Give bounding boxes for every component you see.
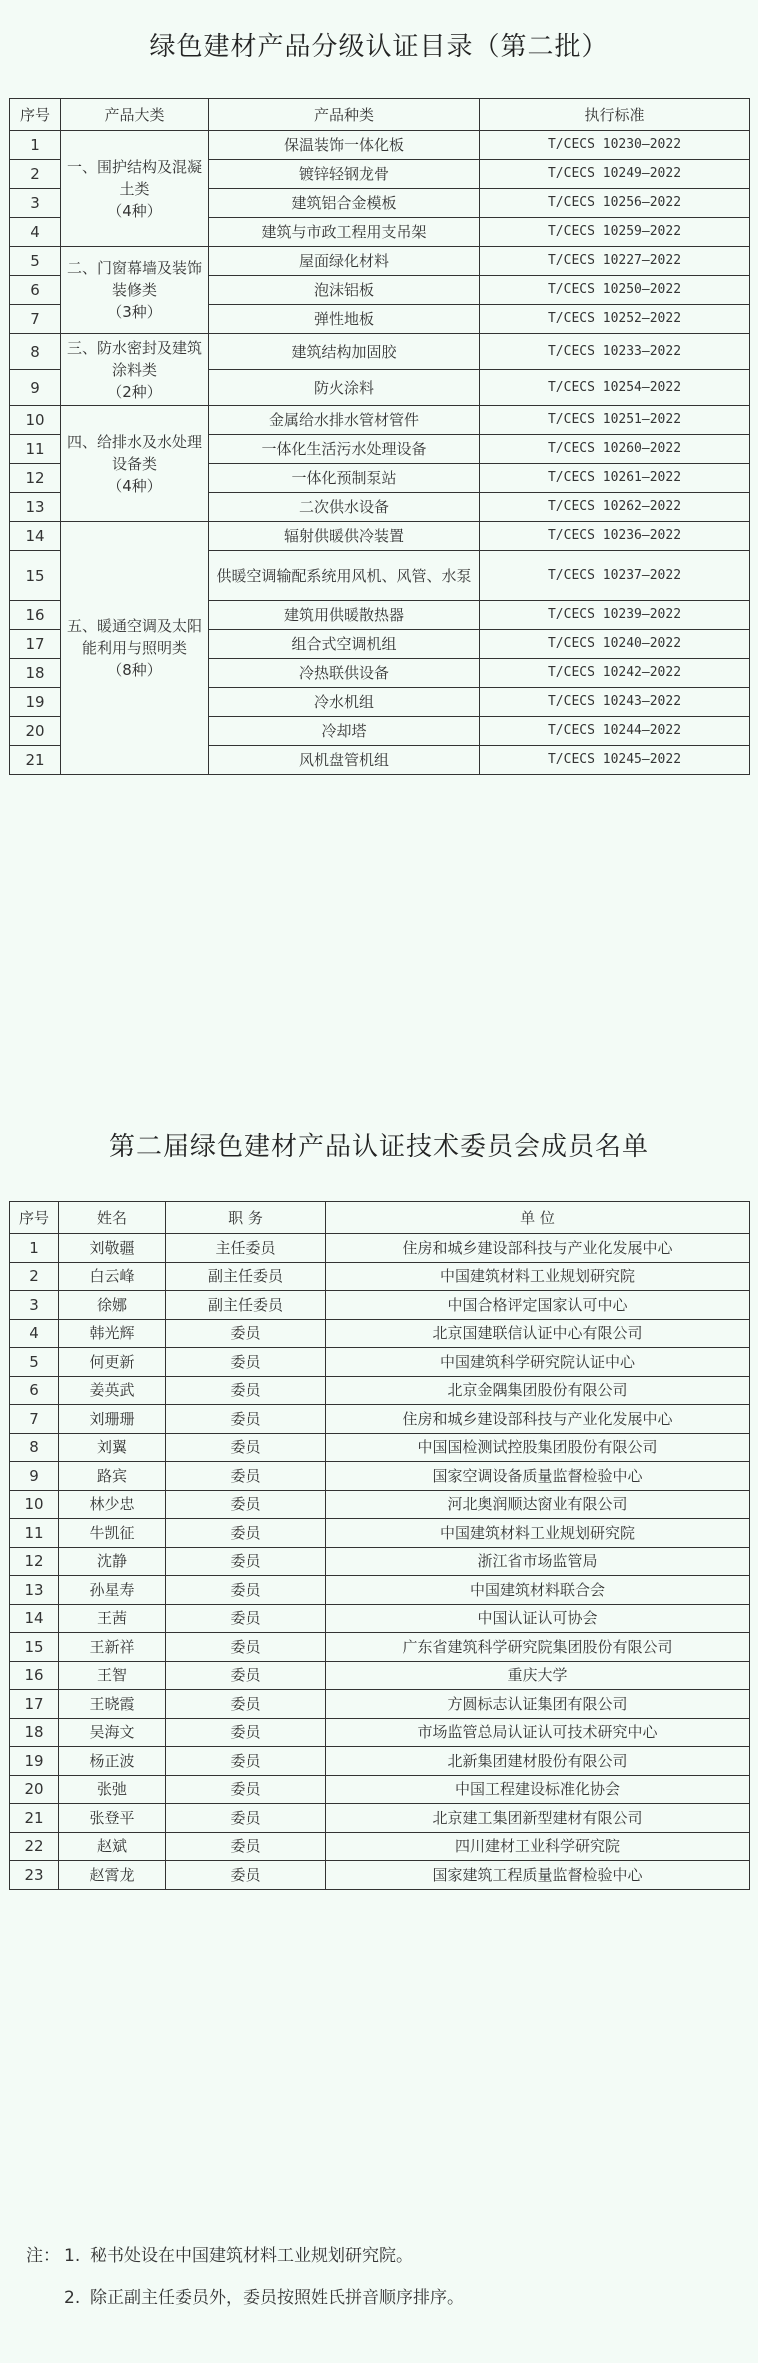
table-row: [10, 522, 750, 551]
col-header-category: 产品大类: [61, 99, 209, 131]
col-header-no: 序号: [10, 99, 61, 131]
row-no: 2: [10, 160, 61, 189]
member-role: 委员: [166, 1547, 326, 1576]
category-count: （4种）: [107, 476, 162, 495]
product-cell: 建筑与市政工程用支吊架: [209, 218, 480, 247]
member-role: 委员: [166, 1633, 326, 1662]
member-name: 刘珊珊: [59, 1405, 166, 1434]
member-org: 住房和城乡建设部科技与产业化发展中心: [326, 1234, 750, 1263]
member-name: 杨正波: [59, 1747, 166, 1776]
row-no: 11: [10, 1519, 59, 1548]
standard-cell: T/CECS 10236—2022: [480, 522, 750, 551]
member-role: 委员: [166, 1519, 326, 1548]
row-no: 6: [10, 1376, 59, 1405]
category-cell: [61, 522, 209, 775]
note-text: 秘书处设在中国建筑材料工业规划研究院。: [90, 2246, 413, 2266]
row-no: 2: [10, 1262, 59, 1291]
col-header-product: 产品种类: [209, 99, 480, 131]
table-row: [10, 1832, 750, 1861]
member-role: 委员: [166, 1405, 326, 1434]
category-count: （4种）: [107, 201, 162, 220]
standard-cell: T/CECS 10256—2022: [480, 189, 750, 218]
member-org: 北京金隅集团股份有限公司: [326, 1376, 750, 1405]
member-role: 委员: [166, 1433, 326, 1462]
note-number: 2.: [64, 2288, 81, 2308]
row-no: 19: [10, 1747, 59, 1776]
member-name: 何更新: [59, 1348, 166, 1377]
member-name: 沈静: [59, 1547, 166, 1576]
catalog-header-row: [10, 99, 750, 131]
member-name: 赵霄龙: [59, 1861, 166, 1890]
member-role: 委员: [166, 1376, 326, 1405]
member-org: 中国国检测试控股集团股份有限公司: [326, 1433, 750, 1462]
member-role: 委员: [166, 1576, 326, 1605]
member-role: 委员: [166, 1348, 326, 1377]
member-name: 刘敬疆: [59, 1234, 166, 1263]
member-name: 姜英武: [59, 1376, 166, 1405]
row-no: 3: [10, 1291, 59, 1320]
member-role: 副主任委员: [166, 1291, 326, 1320]
table-row: [10, 1690, 750, 1719]
member-org: 中国工程建设标准化协会: [326, 1775, 750, 1804]
row-no: 17: [10, 630, 61, 659]
row-no: 18: [10, 659, 61, 688]
product-cell: 一体化预制泵站: [209, 464, 480, 493]
row-no: 9: [10, 370, 61, 406]
standard-cell: T/CECS 10252—2022: [480, 305, 750, 334]
member-name: 孙星寿: [59, 1576, 166, 1605]
row-no: 13: [10, 493, 61, 522]
table-row: [10, 1519, 750, 1548]
row-no: 3: [10, 189, 61, 218]
member-name: 路宾: [59, 1462, 166, 1491]
table-row: [10, 1547, 750, 1576]
member-role: 委员: [166, 1861, 326, 1890]
table-row: [10, 334, 750, 370]
standard-cell: T/CECS 10237—2022: [480, 551, 750, 601]
category-cell: [61, 406, 209, 522]
col-header-org: 单 位: [326, 1202, 750, 1234]
table-row: [10, 1234, 750, 1263]
table-row: [10, 1291, 750, 1320]
product-cell: 保温装饰一体化板: [209, 131, 480, 160]
standard-cell: T/CECS 10244—2022: [480, 717, 750, 746]
row-no: 14: [10, 1604, 59, 1633]
table-row: [10, 131, 750, 160]
standard-cell: T/CECS 10250—2022: [480, 276, 750, 305]
member-org: 重庆大学: [326, 1661, 750, 1690]
row-no: 21: [10, 746, 61, 775]
row-no: 21: [10, 1804, 59, 1833]
row-no: 6: [10, 276, 61, 305]
category-count: （3种）: [107, 303, 162, 321]
standard-cell: T/CECS 10240—2022: [480, 630, 750, 659]
member-org: 住房和城乡建设部科技与产业化发展中心: [326, 1405, 750, 1434]
row-no: 10: [10, 406, 61, 435]
product-cell: 风机盘管机组: [209, 746, 480, 775]
table-row: [10, 1405, 750, 1434]
committee-table: [9, 1201, 750, 1890]
note-text: 除正副主任委员外，委员按照姓氏拼音顺序排序。: [90, 2288, 464, 2308]
member-org: 北新集团建材股份有限公司: [326, 1747, 750, 1776]
row-no: 23: [10, 1861, 59, 1890]
product-cell: 建筑铝合金模板: [209, 189, 480, 218]
row-no: 4: [10, 218, 61, 247]
member-name: 赵斌: [59, 1832, 166, 1861]
standard-cell: T/CECS 10242—2022: [480, 659, 750, 688]
product-cell: 建筑用供暖散热器: [209, 601, 480, 630]
table-row: [10, 1804, 750, 1833]
product-cell: 供暖空调输配系统用风机、风管、水泵: [209, 551, 480, 601]
product-cell: 一体化生活污水处理设备: [209, 435, 480, 464]
category-label: 四、给排水及水处理设备类: [66, 432, 202, 473]
member-role: 委员: [166, 1832, 326, 1861]
standard-cell: T/CECS 10251—2022: [480, 406, 750, 435]
member-role: 委员: [166, 1490, 326, 1519]
table-row: [10, 1576, 750, 1605]
member-role: 委员: [166, 1462, 326, 1491]
row-no: 7: [10, 1405, 59, 1434]
product-cell: 冷水机组: [209, 688, 480, 717]
product-cell: 建筑结构加固胶: [209, 334, 480, 370]
table-row: [10, 1262, 750, 1291]
standard-cell: T/CECS 10239—2022: [480, 601, 750, 630]
table-row: [10, 247, 750, 276]
member-name: 牛凯征: [59, 1519, 166, 1548]
product-cell: 组合式空调机组: [209, 630, 480, 659]
table-row: [10, 406, 750, 435]
member-org: 方圆标志认证集团有限公司: [326, 1690, 750, 1719]
member-name: 王智: [59, 1661, 166, 1690]
catalog-title: 绿色建材产品分级认证目录（第二批）: [149, 32, 609, 62]
table-row: [10, 1376, 750, 1405]
member-name: 张弛: [59, 1775, 166, 1804]
note-item-2: [26, 2284, 746, 2312]
category-cell: [61, 131, 209, 247]
standard-cell: T/CECS 10245—2022: [480, 746, 750, 775]
standard-cell: T/CECS 10260—2022: [480, 435, 750, 464]
member-name: 王晓霞: [59, 1690, 166, 1719]
row-no: 8: [10, 1433, 59, 1462]
member-name: 张登平: [59, 1804, 166, 1833]
category-label: 五、暖通空调及太阳能利用与照明类: [66, 617, 202, 657]
row-no: 1: [10, 1234, 59, 1263]
standard-cell: T/CECS 10243—2022: [480, 688, 750, 717]
member-org: 广东省建筑科学研究院集团股份有限公司: [326, 1633, 750, 1662]
category-label: 二、门窗幕墙及装饰装修类: [66, 259, 202, 299]
member-role: 委员: [166, 1661, 326, 1690]
member-org: 北京建工集团新型建材有限公司: [326, 1804, 750, 1833]
member-role: 委员: [166, 1604, 326, 1633]
category-label: 三、防水密封及建筑涂料类: [66, 338, 202, 379]
catalog-table: [9, 98, 750, 775]
member-name: 刘翼: [59, 1433, 166, 1462]
product-cell: 二次供水设备: [209, 493, 480, 522]
member-name: 吴海文: [59, 1718, 166, 1747]
member-role: 副主任委员: [166, 1262, 326, 1291]
row-no: 5: [10, 247, 61, 276]
row-no: 20: [10, 1775, 59, 1804]
note-number: 1.: [64, 2246, 81, 2266]
row-no: 15: [10, 1633, 59, 1662]
note-item-1: [26, 2242, 746, 2270]
member-role: 委员: [166, 1718, 326, 1747]
product-cell: 金属给水排水管材管件: [209, 406, 480, 435]
standard-cell: T/CECS 10254—2022: [480, 370, 750, 406]
row-no: 9: [10, 1462, 59, 1491]
member-name: 王茜: [59, 1604, 166, 1633]
category-count: （8种）: [107, 661, 162, 679]
member-org: 中国建筑材料工业规划研究院: [326, 1262, 750, 1291]
member-org: 中国建筑材料工业规划研究院: [326, 1519, 750, 1548]
member-role: 委员: [166, 1804, 326, 1833]
product-cell: 冷热联供设备: [209, 659, 480, 688]
standard-cell: T/CECS 10227—2022: [480, 247, 750, 276]
table-row: [10, 1433, 750, 1462]
row-no: 16: [10, 601, 61, 630]
table-row: [10, 1775, 750, 1804]
col-header-role: 职 务: [166, 1202, 326, 1234]
col-header-name: 姓名: [59, 1202, 166, 1234]
row-no: 1: [10, 131, 61, 160]
member-org: 中国合格评定国家认可中心: [326, 1291, 750, 1320]
product-cell: 辐射供暖供冷装置: [209, 522, 480, 551]
row-no: 18: [10, 1718, 59, 1747]
table-row: [10, 1348, 750, 1377]
product-cell: 泡沫铝板: [209, 276, 480, 305]
table-row: [10, 1490, 750, 1519]
row-no: 17: [10, 1690, 59, 1719]
row-no: 22: [10, 1832, 59, 1861]
table-row: [10, 1861, 750, 1890]
member-role: 主任委员: [166, 1234, 326, 1263]
col-header-standard: 执行标准: [480, 99, 750, 131]
member-name: 徐娜: [59, 1291, 166, 1320]
row-no: 11: [10, 435, 61, 464]
member-name: 白云峰: [59, 1262, 166, 1291]
product-cell: 屋面绿化材料: [209, 247, 480, 276]
table-row: [10, 1633, 750, 1662]
product-cell: 防火涂料: [209, 370, 480, 406]
row-no: 5: [10, 1348, 59, 1377]
table-row: [10, 1747, 750, 1776]
row-no: 8: [10, 334, 61, 370]
member-name: 林少忠: [59, 1490, 166, 1519]
row-no: 4: [10, 1319, 59, 1348]
row-no: 12: [10, 464, 61, 493]
row-no: 13: [10, 1576, 59, 1605]
standard-cell: T/CECS 10261—2022: [480, 464, 750, 493]
row-no: 16: [10, 1661, 59, 1690]
member-role: 委员: [166, 1319, 326, 1348]
member-org: 市场监管总局认证认可技术研究中心: [326, 1718, 750, 1747]
standard-cell: T/CECS 10262—2022: [480, 493, 750, 522]
row-no: 20: [10, 717, 61, 746]
member-org: 国家空调设备质量监督检验中心: [326, 1462, 750, 1491]
table-row: [10, 1319, 750, 1348]
member-org: 浙江省市场监管局: [326, 1547, 750, 1576]
member-role: 委员: [166, 1690, 326, 1719]
col-header-no: 序号: [10, 1202, 59, 1234]
product-cell: 镀锌轻钢龙骨: [209, 160, 480, 189]
row-no: 19: [10, 688, 61, 717]
notes: [26, 2242, 746, 2312]
table-row: [10, 1718, 750, 1747]
committee-body: [10, 1234, 750, 1890]
member-org: 河北奥润顺达窗业有限公司: [326, 1490, 750, 1519]
committee-title: 第二届绿色建材产品认证技术委员会成员名单: [108, 1132, 649, 1162]
table-row: [10, 1604, 750, 1633]
row-no: 10: [10, 1490, 59, 1519]
product-cell: 冷却塔: [209, 717, 480, 746]
row-no: 15: [10, 551, 61, 601]
row-no: 12: [10, 1547, 59, 1576]
member-role: 委员: [166, 1775, 326, 1804]
committee-header-row: [10, 1202, 750, 1234]
member-name: 王新祥: [59, 1633, 166, 1662]
member-org: 北京国建联信认证中心有限公司: [326, 1319, 750, 1348]
table-row: [10, 1661, 750, 1690]
category-label: 一、围护结构及混凝土类: [66, 157, 202, 198]
table-row: [10, 1462, 750, 1491]
category-count: （2种）: [107, 382, 162, 401]
notes-lead: 注：: [26, 2246, 60, 2266]
member-org: 中国建筑科学研究院认证中心: [326, 1348, 750, 1377]
member-org: 中国建筑材料联合会: [326, 1576, 750, 1605]
member-role: 委员: [166, 1747, 326, 1776]
category-cell: [61, 334, 209, 406]
standard-cell: T/CECS 10259—2022: [480, 218, 750, 247]
product-cell: 弹性地板: [209, 305, 480, 334]
category-cell: [61, 247, 209, 334]
row-no: 14: [10, 522, 61, 551]
standard-cell: T/CECS 10233—2022: [480, 334, 750, 370]
member-org: 中国认证认可协会: [326, 1604, 750, 1633]
standard-cell: T/CECS 10249—2022: [480, 160, 750, 189]
member-name: 韩光辉: [59, 1319, 166, 1348]
standard-cell: T/CECS 10230—2022: [480, 131, 750, 160]
row-no: 7: [10, 305, 61, 334]
member-org: 四川建材工业科学研究院: [326, 1832, 750, 1861]
member-org: 国家建筑工程质量监督检验中心: [326, 1861, 750, 1890]
